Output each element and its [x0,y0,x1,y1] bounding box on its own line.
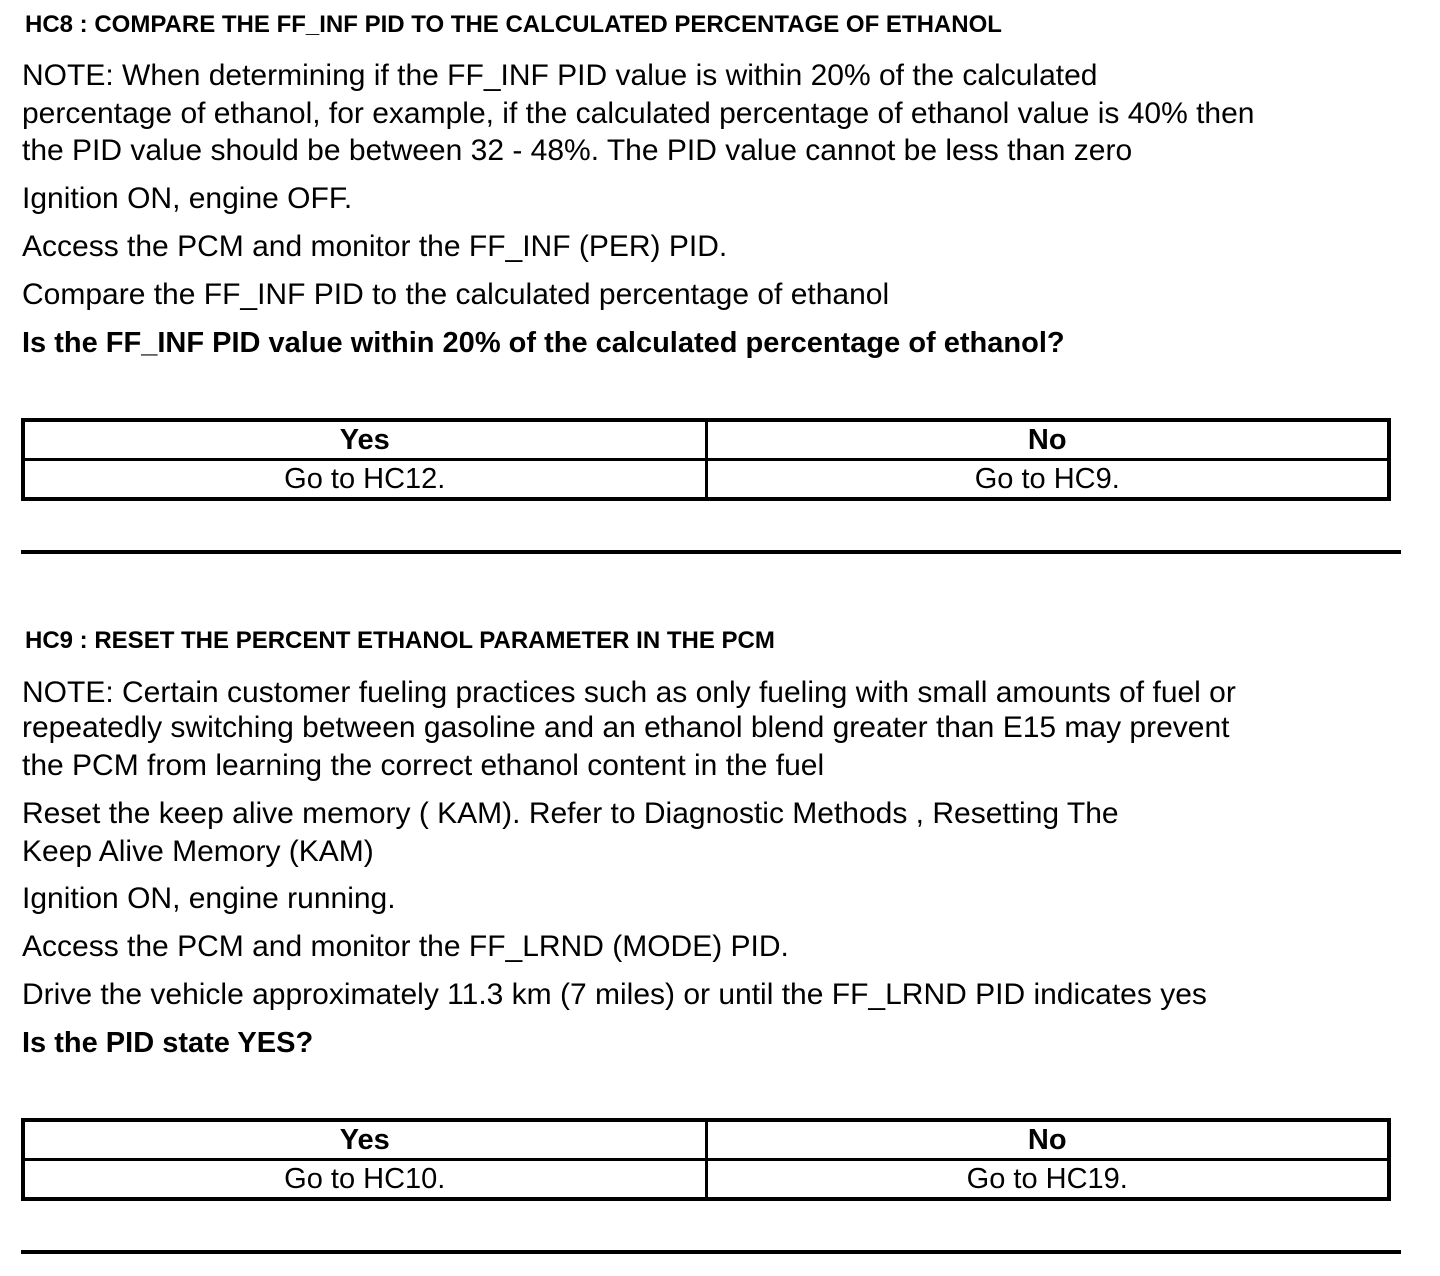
hc9-reset-kam-line-1: Reset the keep alive memory ( KAM). Refer to Diagnostic Methods , Resetting The [22,797,1119,830]
hc9-reset-kam-line-2: Keep Alive Memory (KAM) [22,835,374,868]
hc9-note-line-1: NOTE: Certain customer fueling practices such as only fueling with small amounts of fuel or [22,676,1236,709]
hc9-step-drive: Drive the vehicle approximately 11.3 km (7 miles) or until the FF_LRND PID indicates yes [22,978,1207,1011]
hc9-step-ignition: Ignition ON, engine running. [22,882,396,915]
no-action: Go to HC9. [706,460,1389,500]
no-action: Go to HC19. [706,1160,1389,1200]
hc9-yes-no-table [21,1118,1391,1201]
no-header: No [706,420,1389,460]
table-row [23,1160,1389,1200]
hc8-heading: HC8 : COMPARE THE FF_INF PID TO THE CALCULATED PERCENTAGE OF ETHANOL [25,11,1002,38]
hc9-step-access-pcm: Access the PCM and monitor the FF_LRND (MODE) PID. [22,930,789,963]
yes-action: Go to HC10. [23,1160,706,1200]
hc9-note-line-2: repeatedly switching between gasoline and an ethanol blend greater than E15 may prevent [22,711,1230,744]
table-header-row [23,1120,1389,1160]
table-header-row [23,420,1389,460]
hc9-question: Is the PID state YES? [22,1027,314,1059]
hc8-note-line-1: NOTE: When determining if the FF_INF PID value is within 20% of the calculated [22,59,1098,92]
section-divider [21,1250,1401,1254]
yes-action: Go to HC12. [23,460,706,500]
yes-header: Yes [23,420,706,460]
hc8-yes-no-table [21,418,1391,501]
hc8-note-line-3: the PID value should be between 32 - 48%. The PID value cannot be less than zero [22,134,1133,167]
hc8-question: Is the FF_INF PID value within 20% of the calculated percentage of ethanol? [22,327,1065,359]
hc8-step-access-pcm: Access the PCM and monitor the FF_INF (PER) PID. [22,230,728,263]
hc8-step-ignition: Ignition ON, engine OFF. [22,182,353,215]
hc9-note-line-3: the PCM from learning the correct ethanol content in the fuel [22,749,825,782]
yes-header: Yes [23,1120,706,1160]
table-row [23,460,1389,500]
no-header: No [706,1120,1389,1160]
section-divider [21,550,1401,554]
hc9-heading: HC9 : RESET THE PERCENT ETHANOL PARAMETER IN THE PCM [25,627,775,654]
hc8-step-compare: Compare the FF_INF PID to the calculated percentage of ethanol [22,278,890,311]
hc8-note-line-2: percentage of ethanol, for example, if the calculated percentage of ethanol value is 40% then [22,97,1255,130]
